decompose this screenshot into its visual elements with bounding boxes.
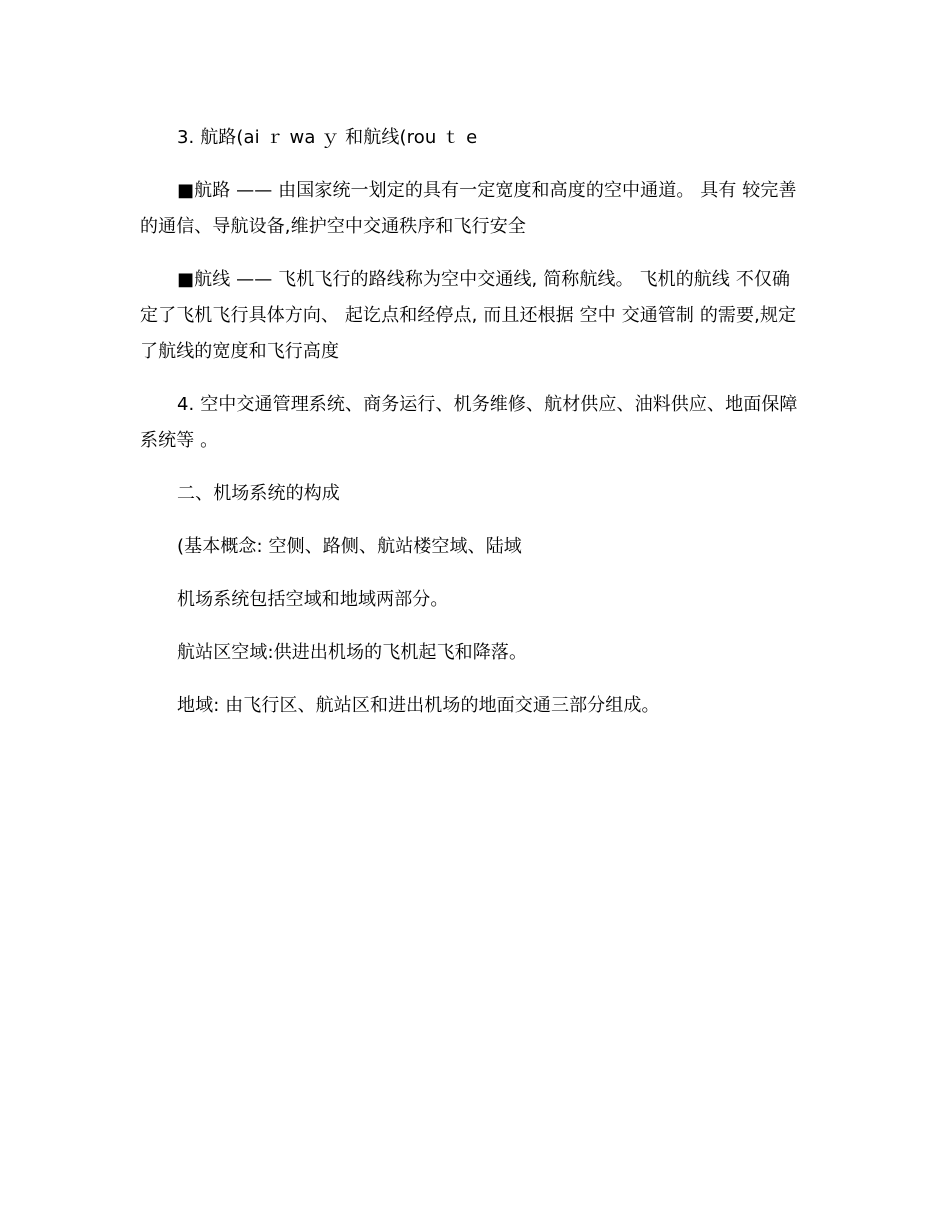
paragraph-airway-route-heading: 3. 航路(ai ｒ wa ｙ 和航线(rou ｔ e [177,127,478,148]
paragraph-support-systems: 4. 空中交通管理系统、商务运行、机务维修、航材供应、油料供应、地面保障系统等 。 [140,394,798,451]
paragraph-land-area: 地域: 由飞行区、航站区和进出机场的地面交通三部分组成。 [177,695,660,716]
paragraph-terminal-airspace: 航站区空域:供进出机场的飞机起飞和降落。 [177,642,528,663]
section-heading-airport-system: 二、机场系统的构成 [177,483,340,504]
paragraph-basic-concepts: (基本概念: 空侧、路侧、航站楼空域、陆域 [177,536,522,557]
paragraph-route-definition: ■航线 —— 飞机飞行的路线称为空中交通线, 简称航线。 飞机的航线 不仅确定了飞机飞行具体方向、 起讫点和经停点, 而且还根据 空中 交通管制 的需要,规定了航线的宽度和飞行高度 [140,269,797,362]
document-body [140,120,808,741]
paragraph-airport-system-parts: 机场系统包括空域和地域两部分。 [177,589,449,610]
paragraph-airway-definition: ■航路 —— 由国家统一划定的具有一定宽度和高度的空中通道。 具有 较完善的通信、导航设备,维护空中交通秩序和飞行安全 [140,180,797,237]
